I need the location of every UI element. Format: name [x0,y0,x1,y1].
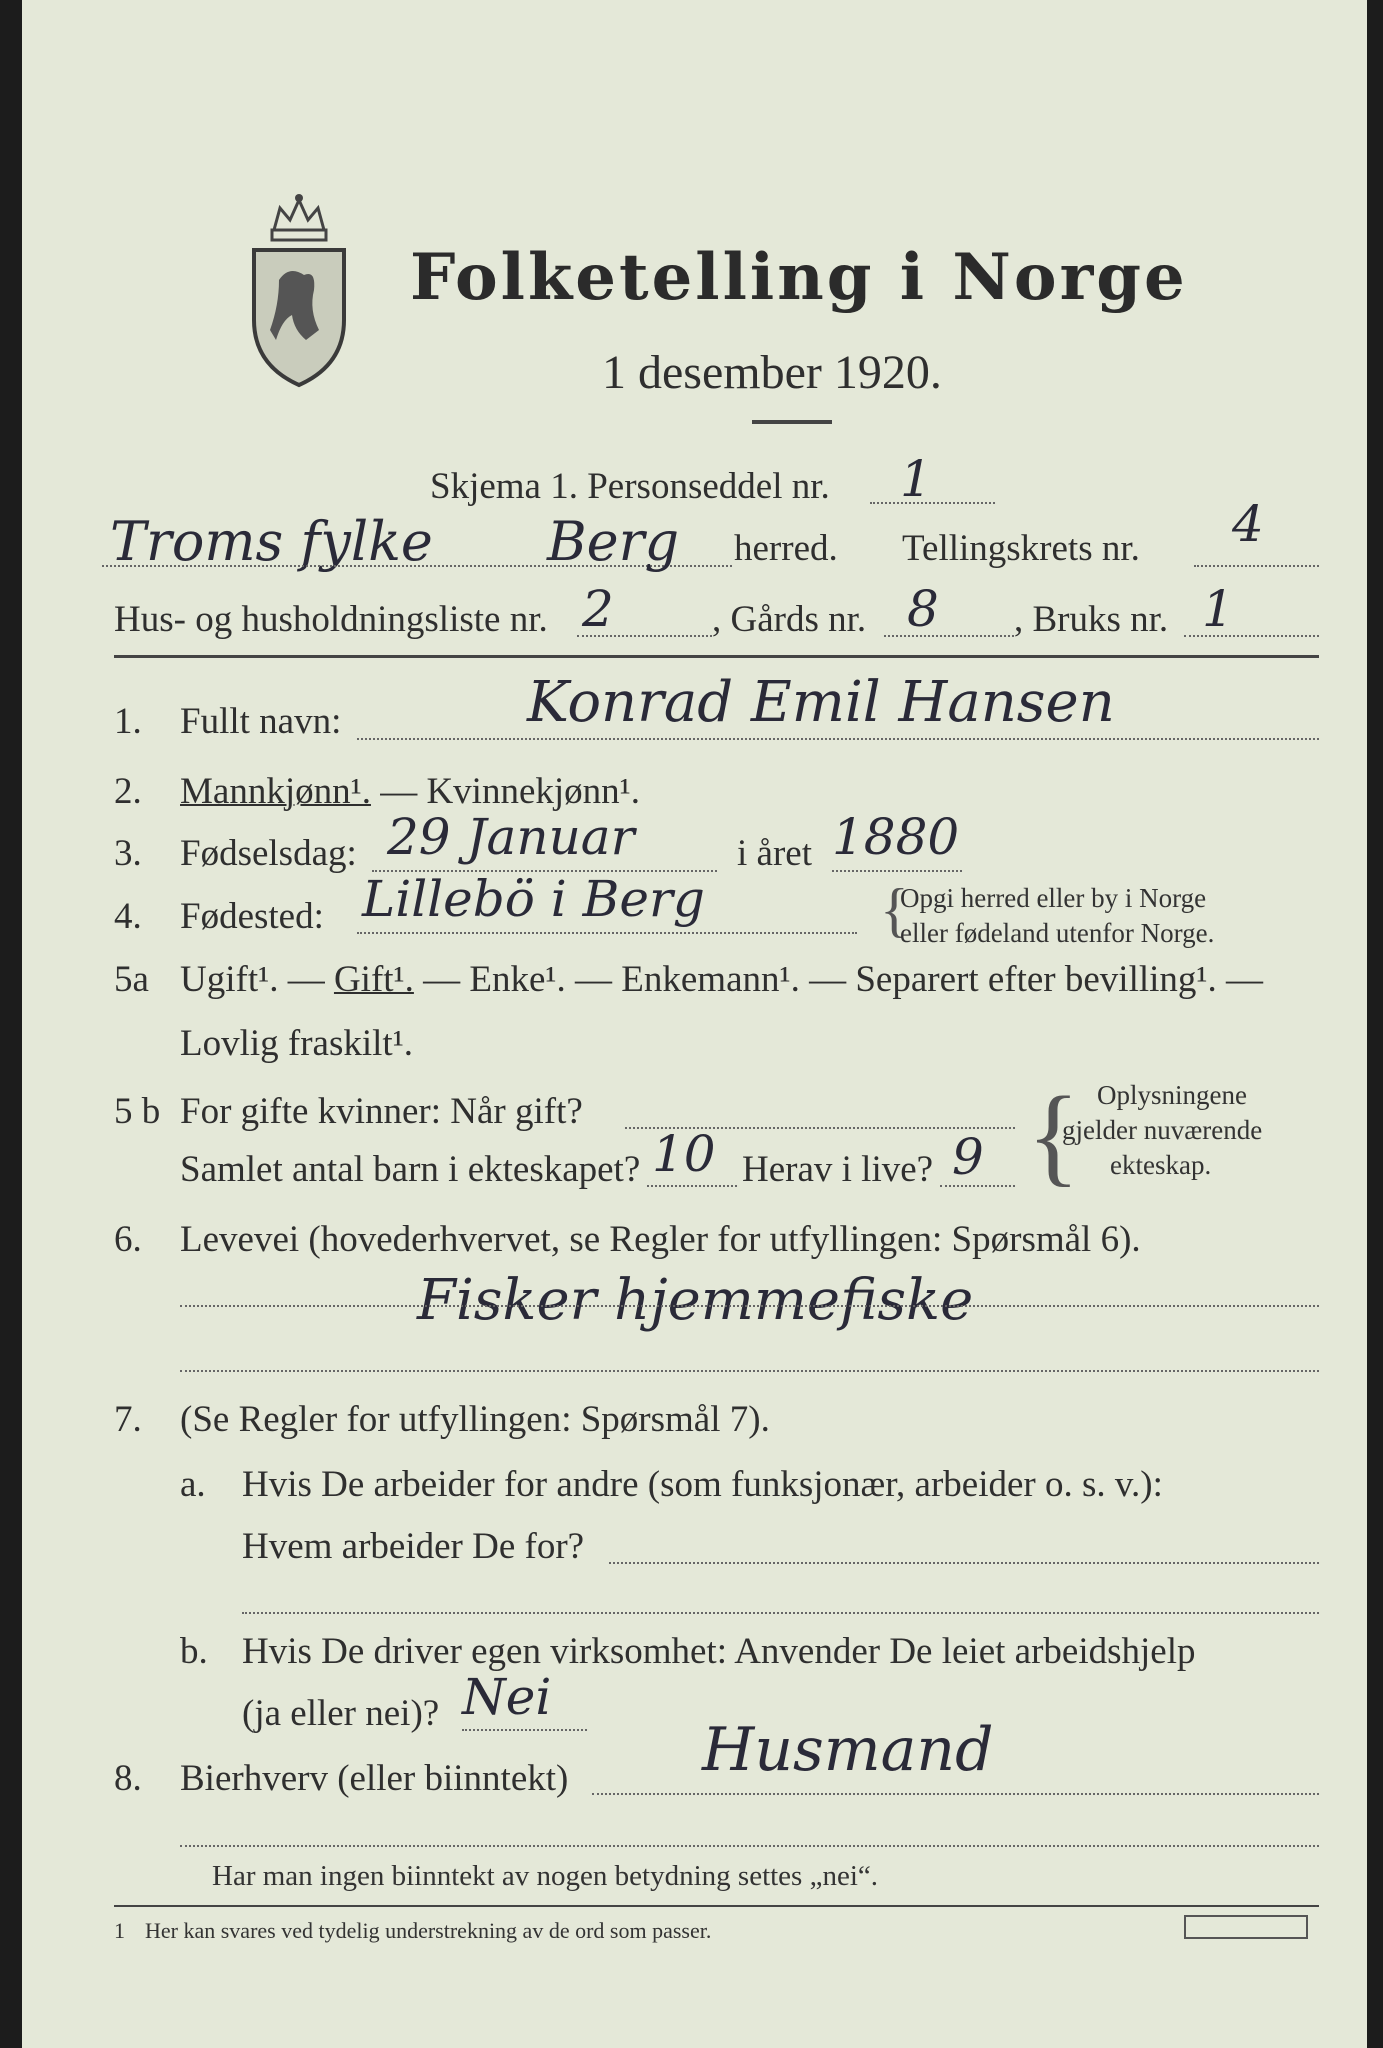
q4-number: 4. [114,896,142,937]
footer-rule [114,1905,1319,1907]
title-rule [752,420,832,424]
q7a-answer-line-1 [609,1562,1319,1564]
q8-answer-line-2 [180,1845,1319,1847]
q3-year-label: i året [737,833,812,874]
q5b-brace: { [1027,1074,1080,1196]
q5a-number: 5a [114,959,149,1000]
q6-line-1 [180,1305,1319,1307]
footnote [114,1918,711,1944]
census-form [22,0,1367,2048]
q6-number: 6. [114,1219,142,1260]
footnote-text: Her kan svares ved tydelig understrekning av de ord som passer. [145,1918,712,1943]
q4-line [357,932,857,934]
krets-label: Tellingskrets nr. [902,528,1140,569]
krets-value[interactable]: 4 [1232,495,1264,553]
q7b-line-1: Hvis De driver egen virksomhet: Anvender De leiet arbeidshjelp [242,1631,1196,1672]
q6-value[interactable]: Fisker hjemmefiske [417,1268,974,1333]
q5a-gift[interactable]: Gift¹. [333,959,414,1000]
q8-number: 8. [114,1758,142,1799]
bruks-label: , Bruks nr. [1014,599,1169,640]
q5b-live-label: Herav i live? [742,1149,934,1190]
q8-label: Bierhverv (eller biinntekt) [180,1758,569,1799]
header-divider [114,655,1319,658]
q5b-label: For gifte kvinner: Når gift? [180,1091,583,1132]
q2-number: 2. [114,771,142,812]
q2-male[interactable]: Mannkjønn¹. [180,771,371,812]
q2-separator: — [370,771,427,812]
q3-value[interactable]: 29 Januar [387,808,635,866]
q7-label: (Se Regler for utfyllingen: Spørsmål 7). [180,1399,770,1440]
q7b-line-2: (ja eller nei)? [242,1693,440,1734]
footer-note: Har man ingen biinntekt av nogen betydning settes „nei“. [212,1860,879,1892]
printer-stamp [1184,1915,1308,1939]
q2-options [180,770,640,813]
bruks-value[interactable]: 1 [1202,580,1234,638]
q5b-note-3: ekteskap. [1110,1150,1212,1180]
q7b-answer-line [462,1729,587,1731]
q7-number: 7. [114,1399,142,1440]
q6-line-2 [180,1370,1319,1372]
skjema-line [870,502,995,504]
footnote-mark: 1 [114,1918,125,1943]
q8-answer-line [592,1793,1319,1795]
q7a-letter: a. [180,1464,206,1505]
q5b-barn-line [647,1185,737,1187]
q2-female[interactable]: Kvinnekjønn¹. [426,771,640,812]
q1-line [357,738,1319,740]
q7b-value[interactable]: Nei [462,1668,552,1726]
q7a-line-2: Hvem arbeider De for? [242,1526,585,1567]
q5a-options: Ugift¹. — Gift¹. — Enke¹. — Enkemann¹. — Separert efter bevilling¹. — [180,959,1264,1000]
fylke-value[interactable]: Troms fylke [110,510,433,573]
q5b-note-1: Oplysningene [1097,1080,1247,1110]
form-date: 1 desember 1920. [602,346,942,399]
skjema-label: Skjema 1. Personseddel nr. [430,466,830,507]
krets-line [1194,565,1319,567]
q4-brace: { [880,877,909,943]
q5a-ugift[interactable]: Ugift¹. [180,959,279,1000]
q4-value[interactable]: Lillebö i Berg [362,870,705,928]
q7a-answer-line-2 [242,1612,1319,1614]
q5b-note-2: gjelder nuværende [1062,1115,1263,1145]
q4-note-1: Opgi herred eller by i Norge [900,883,1207,913]
form-title: Folketelling i Norge [410,240,1188,315]
q7b-letter: b. [180,1631,208,1672]
q7a-line-1: Hvis De arbeider for andre (som funksjonær, arbeider o. s. v.): [242,1464,1163,1505]
q4-note-2: eller fødeland utenfor Norge. [900,918,1215,948]
herred-label: herred. [734,528,838,569]
hus-value[interactable]: 2 [582,580,614,638]
q1-label: Fullt navn: [180,701,342,742]
skjema-value[interactable]: 1 [900,450,932,508]
q3-number: 3. [114,833,142,874]
coat-of-arms-icon [244,190,354,390]
hus-label: Hus- og husholdningsliste nr. [114,599,548,640]
q1-value[interactable]: Konrad Emil Hansen [527,670,1115,735]
q3-year-value[interactable]: 1880 [832,808,960,866]
q5b-barn-value[interactable]: 10 [652,1125,716,1183]
gards-line [884,635,1014,637]
q8-value[interactable]: Husmand [702,1715,994,1785]
herred-value[interactable]: Berg [547,510,680,573]
q1-number: 1. [114,701,142,742]
q6-label: Levevei (hovederhvervet, se Regler for utfyllingen: Spørsmål 6). [180,1219,1141,1260]
q5b-live-value[interactable]: 9 [952,1128,984,1186]
gards-label: , Gårds nr. [712,599,867,640]
q3-label: Fødselsdag: [180,833,357,874]
q5b-barn-label: Samlet antal barn i ekteskapet? [180,1149,641,1190]
q5a-line2[interactable]: Lovlig fraskilt¹. [180,1023,414,1064]
q4-label: Fødested: [180,896,324,937]
q3-year-line [832,870,962,872]
q5a-rest: — Enke¹. — Enkemann¹. — Separert efter bevilling¹. — [423,959,1264,1000]
q5b-number: 5 b [114,1091,161,1132]
gards-value[interactable]: 8 [907,580,939,638]
